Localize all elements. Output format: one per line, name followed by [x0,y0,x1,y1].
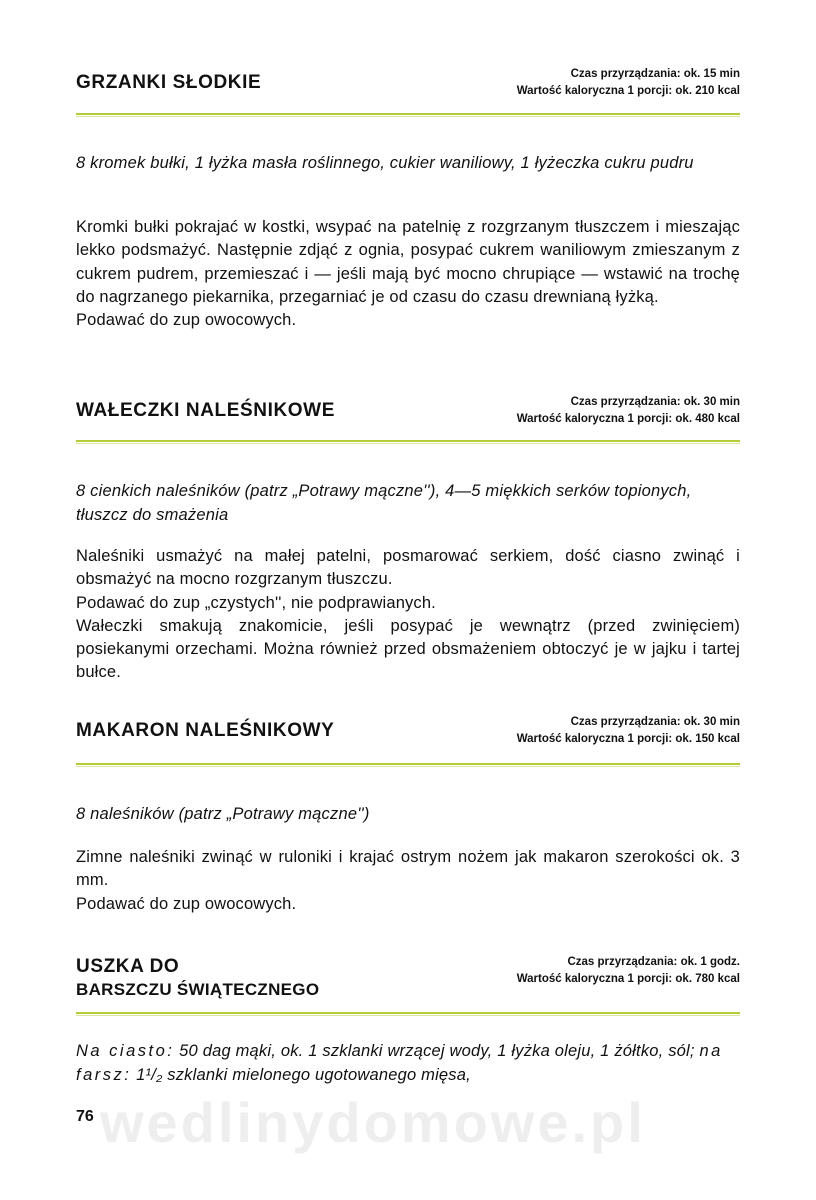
recipe-meta [517,954,740,988]
recipe-title: MAKARON NALEŚNIKOWY [76,720,335,741]
recipe-title: USZKA DO [76,956,180,977]
recipe-instructions [76,545,740,685]
section-divider [76,763,740,765]
recipe-title-line2: BARSZCZU ŚWIĄTECZNEGO [76,980,320,999]
page-number: 76 [76,1108,94,1125]
calories: Wartość kaloryczna 1 porcji: ok. 150 kcal [516,733,740,745]
calories: Wartość kaloryczna 1 porcji: ok. 210 kcal [516,85,740,97]
instruction-paragraph: Kromki bułki pokrajać w kostki, wsypać na patelnię z rozgrzanym tłuszczem i mieszając lekko podsmażyć. Następnie zdjąć z ognia, posypać cukrem waniliowym zmieszanym z cukrem pudrem, przemieszać i — jeśli mają być mocno chrupiące — wstawić na trochę do nagrzanego piekarnika, przegarniać je od czasu do czasu drewnianą łyżką. [76,218,740,306]
ingredients-list: 8 kromek bułki, 1 łyżka masła roślinnego, cukier waniliowy, 1 łyżeczka cukru pudru [76,154,694,172]
recipe-header-waleczki [76,394,740,434]
ingredients-label: Na ciasto: [76,1042,175,1060]
instruction-paragraph: Wałeczki smakują znakomicie, jeśli posypać je wewnątrz (przed zwinięciem) posiekanymi orzechami. Można również przed obsmażeniem obtoczyć je w jajku i tartej bułce. [76,616,740,682]
ingredients-text: 1¹/₂ szklanki mielonego ugotowanego mięsa, [131,1066,471,1084]
ingredients-list [76,1039,740,1087]
recipe-header-grzanki [76,66,740,106]
recipe-meta [517,394,740,428]
ingredients-list: 8 naleśników (patrz „Potrawy mączne'') [76,805,370,823]
prep-time: Czas przyrządzania: ok. 1 godz. [567,956,740,968]
instruction-paragraph: Podawać do zup „czystych'', nie podprawianych. [76,593,436,612]
recipe-instructions [76,216,740,332]
calories: Wartość kaloryczna 1 porcji: ok. 780 kcal [516,973,740,985]
recipe-meta [517,66,740,100]
prep-time: Czas przyrządzania: ok. 30 min [570,716,740,728]
ingredients-list: 8 cienkich naleśników (patrz „Potrawy mączne''), 4—5 miękkich serków topionych, tłuszcz do smażenia [76,482,692,524]
section-divider [76,113,740,115]
prep-time: Czas przyrządzania: ok. 15 min [570,68,740,80]
watermark: wedlinydomowe.pl [100,1091,646,1154]
recipe-title: GRZANKI SŁODKIE [76,72,262,93]
ingredients-label: na farsz: [76,1042,723,1084]
recipe-instructions [76,846,740,916]
instruction-paragraph: Podawać do zup owocowych. [76,894,297,913]
recipe-header-uszka [76,954,740,1000]
section-divider [76,1012,740,1014]
ingredients-text: 50 dag mąki, ok. 1 szklanki wrzącej wody, 1 łyżka oleju, 1 żółtko, sól; [174,1042,695,1060]
section-divider [76,440,740,442]
instruction-paragraph: Podawać do zup owocowych. [76,311,297,330]
recipe-header-makaron [76,714,740,754]
prep-time: Czas przyrządzania: ok. 30 min [570,396,740,408]
instruction-paragraph: Zimne naleśniki zwinąć w ruloniki i krajać ostrym nożem jak makaron szerokości ok. 3 mm. [76,848,740,890]
recipe-meta [517,714,740,748]
calories: Wartość kaloryczna 1 porcji: ok. 480 kcal [516,413,740,425]
recipe-title: WAŁECZKI NALEŚNIKOWE [76,400,335,421]
instruction-paragraph: Naleśniki usmażyć na małej patelni, posmarować serkiem, dość ciasno zwinąć i obsmażyć na mocno rozgrzanym tłuszczu. [76,547,740,589]
